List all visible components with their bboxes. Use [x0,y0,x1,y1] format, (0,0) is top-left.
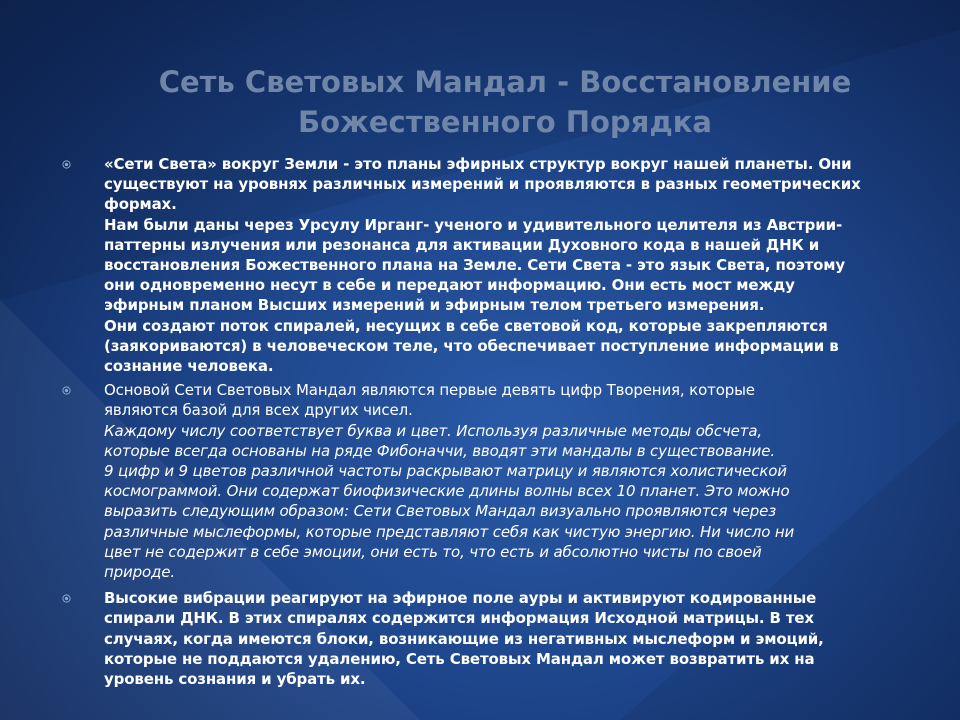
text-line: различные мыслеформы, которые представляют себя как чистую энергию. Ни число ни [104,522,795,541]
text-line: которые не поддаются удалению, Сеть Световых Мандал может возвратить их на [104,649,815,668]
text-line: спирали ДНК. В этих спиралях содержится информация Исходной матрицы. В тех [104,609,814,628]
text-line: космограммой. Они содержат биофизические длины волны всех 10 планет. Это можно [104,482,790,501]
text-line: Высокие вибрации реагируют на эфирное поле ауры и активируют кодированные [104,589,817,608]
slide-title-line: Божественного Порядка [298,105,712,139]
text-line: сознание человека. [104,357,274,376]
slide-title-line: Сеть Световых Мандал - Восстановление [158,65,852,99]
text-line: Основой Сети Световых Мандал являются первые девять цифр Творения, которые [104,381,755,400]
text-line: выразить следующим образом: Сети Световых Мандал визуально проявляются через [104,502,777,521]
slide-title [90,62,920,142]
text-line: природе. [104,563,175,582]
text-line: цвет не содержит в себе эмоции, они есть то, что есть и абсолютно чисты по своей [104,542,762,561]
text-line: Каждому числу соответствует буква и цвет. Используя различные методы обсчета, [104,421,763,440]
circled-dot-bullet-icon [62,386,71,395]
paragraph-sets-of-light [62,154,907,376]
text-line: уровень сознания и убрать их. [104,670,366,689]
text-line: «Сети Света» вокруг Земли - это планы эфирных структур вокруг нашей планеты. Они [104,155,852,173]
text-line: существуют на уровнях различных измерений и проявляются в разных геометрических [104,175,861,194]
text-line: (заякориваются) в человеческом теле, что обеспечивает поступление информации в [104,336,839,355]
paragraph-high-vibrations [62,588,907,689]
text-line: восстановления Божественного плана на Земле. Сети Света - это язык Света, поэтому [104,256,846,275]
text-line: Нам были даны через Урсулу Ирганг- ученого и удивительного целителя из Австрии- [104,215,843,234]
text-line: которые всегда основаны на ряде Фибоначчи, вводят эти мандалы в существование. [104,441,775,460]
text-line: они одновременно несут в себе и передают информацию. Они есть мост между [104,276,795,295]
circled-dot-bullet-icon [62,160,71,169]
circled-dot-bullet-icon [62,594,71,603]
text-line: Они создают поток спиралей, несущих в себе световой код, которые закрепляются [104,316,828,335]
text-line: 9 цифр и 9 цветов различной частоты раскрывают матрицу и являются холистической [104,462,787,481]
text-line: эфирным планом Высших измерений и эфирным телом третьего измерения. [104,296,765,315]
text-line: формах. [104,195,177,214]
text-line: паттерны излучения или резонанса для активации Духовного кода в нашей ДНК и [104,235,820,254]
paragraph-mandala-foundation [62,380,907,582]
slide-content [62,154,907,693]
text-line: являются базой для всех других чисел. [104,401,413,420]
text-line: случаях, когда имеются блоки, возникающие из негативных мыслеформ и эмоций, [104,629,824,648]
